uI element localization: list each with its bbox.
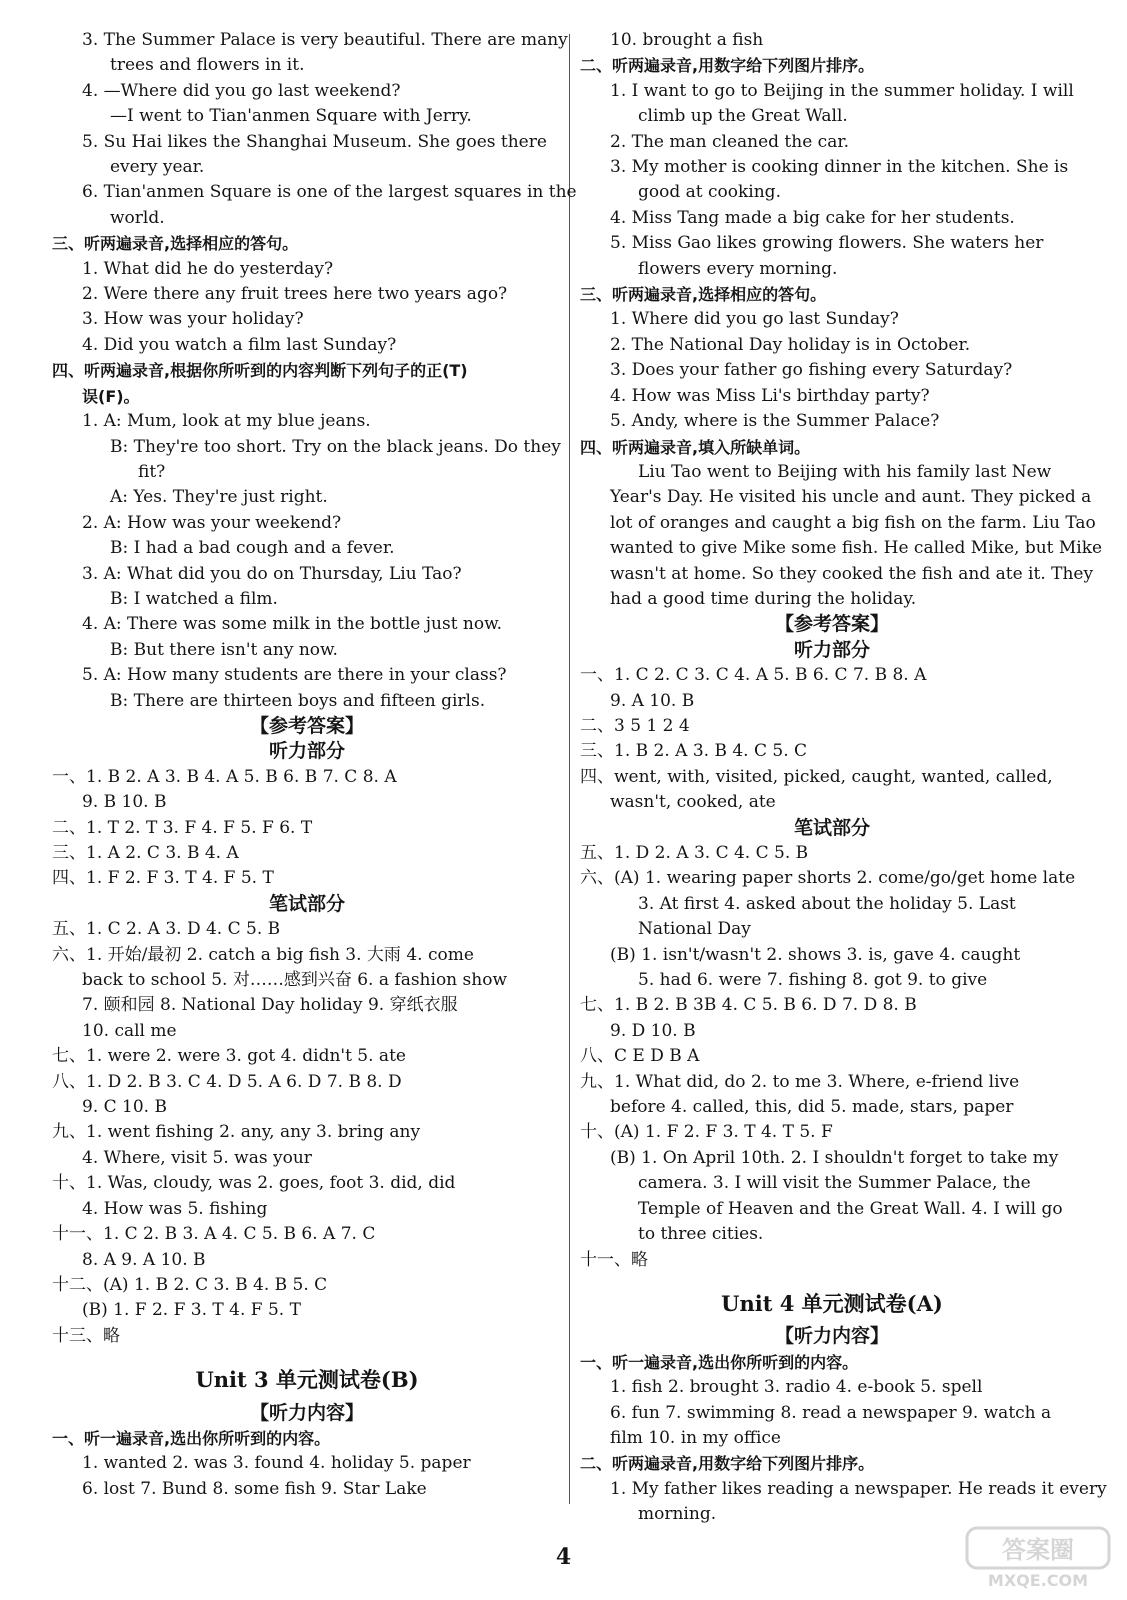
left-text-line: 1. wanted 2. was 3. found 4. holiday 5. paper — [82, 1453, 471, 1474]
right-text-line: to three cities. — [638, 1224, 764, 1245]
right-text-line: (B) 1. On April 10th. 2. I shouldn't forget to take my — [610, 1147, 1059, 1168]
right-text-line: wasn't, cooked, ate — [610, 792, 776, 813]
right-text-line: 八、C E D B A — [580, 1046, 700, 1067]
left-text-line: 4. —Where did you go last weekend? — [82, 80, 401, 101]
right-text-line: Temple of Heaven and the Great Wall. 4. I will go — [638, 1198, 1063, 1219]
right-text-line: 二、听两遍录音,用数字给下列图片排序。 — [580, 56, 875, 76]
left-column — [52, 28, 577, 1502]
right-text-line: 1. Where did you go last Sunday? — [610, 309, 899, 330]
left-text-line: 五、1. C 2. A 3. D 4. C 5. B — [52, 919, 281, 940]
left-text-line: back to school 5. 对……感到兴奋 6. a fashion show — [82, 970, 507, 991]
left-text-line: B: They're too short. Try on the black jeans. Do they — [110, 436, 561, 457]
right-text-line: 5. had 6. were 7. fishing 8. got 9. to give — [638, 970, 988, 991]
left-text-line: 一、听一遍录音,选出你所听到的内容。 — [52, 1428, 331, 1448]
left-text-line: world. — [110, 207, 165, 228]
left-text-line: 2. Were there any fruit trees here two years ago? — [82, 284, 508, 305]
right-text-line: 1. fish 2. brought 3. radio 4. e-book 5. spell — [610, 1377, 983, 1398]
right-text-line: 10. brought a fish — [610, 30, 764, 50]
right-text-line: before 4. called, this, did 5. made, stars, paper — [610, 1097, 1014, 1118]
left-text-line: 5. Su Hai likes the Shanghai Museum. She goes there — [82, 131, 547, 152]
right-column — [580, 28, 1107, 1528]
left-text-line: 2. A: How was your weekend? — [82, 512, 342, 533]
right-text-line: Liu Tao went to Beijing with his family last New — [638, 461, 1052, 482]
right-text-line: 3. Does your father go fishing every Saturday? — [610, 360, 1013, 381]
right-text-line: 听力部分 — [793, 638, 870, 661]
left-text-line: 十、1. Was, cloudy, was 2. goes, foot 3. did, did — [52, 1173, 456, 1194]
left-text-line: (B) 1. F 2. F 3. T 4. F 5. T — [82, 1300, 301, 1321]
right-text-line: 5. Andy, where is the Summer Palace? — [610, 411, 940, 432]
left-text-line: 5. A: How many students are there in your class? — [82, 665, 507, 686]
left-text-line: B: There are thirteen boys and fifteen girls. — [110, 690, 486, 711]
left-text-line: B: But there isn't any now. — [110, 639, 338, 660]
right-text-line: 2. The National Day holiday is in October. — [610, 334, 971, 355]
left-text-line: 3. A: What did you do on Thursday, Liu Tao? — [82, 563, 462, 584]
right-text-line: 十一、略 — [580, 1249, 648, 1270]
left-text-line: 4. Where, visit 5. was your — [82, 1147, 312, 1168]
left-text-line: 10. call me — [82, 1020, 177, 1041]
left-text-line: 1. A: Mum, look at my blue jeans. — [82, 411, 371, 432]
left-text-line: 笔试部分 — [268, 892, 345, 915]
left-text-line: 4. A: There was some milk in the bottle just now. — [82, 614, 503, 635]
left-text-line: 【听力内容】 — [249, 1401, 364, 1424]
left-text-line: 1. What did he do yesterday? — [82, 258, 334, 279]
left-text-line: 3. The Summer Palace is very beautiful. There are many — [82, 30, 568, 50]
left-text-line: 四、听两遍录音,根据你所听到的内容判断下列句子的正(T) — [52, 361, 468, 381]
right-text-line: good at cooking. — [638, 182, 781, 203]
left-text-line: 一、1. B 2. A 3. B 4. A 5. B 6. B 7. C 8. A — [52, 766, 397, 787]
left-text-line: fit? — [138, 461, 166, 482]
right-text-line: 四、听两遍录音,填入所缺单词。 — [580, 437, 811, 457]
watermark-logo — [963, 1524, 1113, 1592]
right-text-line: Year's Day. He visited his uncle and aunt. They picked a — [610, 487, 1092, 508]
left-text-line: 十一、1. C 2. B 3. A 4. C 5. B 6. A 7. C — [52, 1224, 376, 1245]
right-text-line: 5. Miss Gao likes growing flowers. She waters her — [610, 233, 1044, 254]
right-text-line: 二、听两遍录音,用数字给下列图片排序。 — [580, 1454, 875, 1474]
left-text-line: 十三、略 — [52, 1325, 120, 1346]
right-text-line: lot of oranges and caught a big fish on the farm. Liu Tao — [610, 512, 1096, 533]
right-text-line: 9. D 10. B — [610, 1020, 696, 1041]
right-text-line: Unit 4 单元测试卷(A) — [721, 1290, 943, 1316]
right-text-line: 一、听一遍录音,选出你所听到的内容。 — [580, 1352, 859, 1372]
left-text-line: 六、1. 开始/最初 2. catch a big fish 3. 大雨 4. come — [52, 944, 474, 965]
left-text-line: B: I watched a film. — [110, 588, 278, 609]
right-text-line: 一、1. C 2. C 3. C 4. A 5. B 6. C 7. B 8. A — [580, 665, 927, 686]
right-text-line: climb up the Great Wall. — [638, 106, 848, 127]
right-text-line: camera. 3. I will visit the Summer Palace, the — [638, 1173, 1031, 1194]
right-text-line: 1. I want to go to Beijing in the summer holiday. I will — [610, 80, 1074, 101]
right-text-line: 四、went, with, visited, picked, caught, wanted, called, — [580, 766, 1053, 787]
right-text-line: 3. At first 4. asked about the holiday 5. Last — [638, 893, 1016, 914]
right-text-line: 笔试部分 — [793, 816, 870, 839]
left-text-line: trees and flowers in it. — [110, 55, 305, 76]
column-divider — [569, 34, 570, 1504]
right-text-line: 九、1. What did, do 2. to me 3. Where, e-friend live — [580, 1071, 1020, 1092]
left-text-line: —I went to Tian'anmen Square with Jerry. — [110, 106, 472, 127]
left-text-line: 6. lost 7. Bund 8. some fish 9. Star Lake — [82, 1478, 427, 1499]
svg-text:答案圈: 答案圈 — [1002, 1536, 1074, 1564]
left-text-line: 4. How was 5. fishing — [82, 1198, 268, 1219]
right-text-line: 三、1. B 2. A 3. B 4. C 5. C — [580, 741, 808, 762]
left-text-line: 八、1. D 2. B 3. C 4. D 5. A 6. D 7. B 8. D — [52, 1071, 402, 1092]
left-text-line: 四、1. F 2. F 3. T 4. F 5. T — [52, 868, 274, 889]
left-text-line: 【参考答案】 — [249, 714, 364, 737]
right-text-line: 七、1. B 2. B 3B 4. C 5. B 6. D 7. D 8. B — [580, 995, 917, 1016]
right-text-line: 二、3 5 1 2 4 — [580, 715, 690, 736]
left-text-line: 听力部分 — [268, 740, 345, 763]
left-text-line: 三、听两遍录音,选择相应的答句。 — [52, 234, 299, 254]
right-text-line: 【参考答案】 — [774, 613, 889, 636]
right-text-line: wasn't at home. So they cooked the fish and ate it. They — [610, 563, 1094, 584]
right-text-line: 十、(A) 1. F 2. F 3. T 4. T 5. F — [580, 1122, 833, 1143]
right-text-line: film 10. in my office — [610, 1427, 781, 1448]
left-text-line: every year. — [110, 157, 205, 178]
left-text-line: 8. A 9. A 10. B — [82, 1249, 206, 1270]
right-text-line: 4. How was Miss Li's birthday party? — [610, 385, 930, 406]
right-text-line: 六、(A) 1. wearing paper shorts 2. come/go/get home late — [580, 868, 1076, 889]
left-text-line: 9. B 10. B — [82, 792, 167, 813]
right-text-line: 五、1. D 2. A 3. C 4. C 5. B — [580, 843, 809, 863]
right-text-line: had a good time during the holiday. — [610, 588, 917, 609]
left-text-line: 三、1. A 2. C 3. B 4. A — [52, 843, 239, 863]
right-text-line: 3. My mother is cooking dinner in the kitchen. She is — [610, 157, 1069, 178]
right-text-line: wanted to give Mike some fish. He called Mike, but Mike — [610, 538, 1103, 559]
left-text-line: B: I had a bad cough and a fever. — [110, 538, 395, 559]
right-text-line: 三、听两遍录音,选择相应的答句。 — [580, 285, 827, 305]
left-text-line: A: Yes. They're just right. — [110, 487, 328, 508]
svg-text:MXQE.COM: MXQE.COM — [987, 1571, 1089, 1590]
left-text-line: 4. Did you watch a film last Sunday? — [82, 334, 397, 355]
left-text-line: 7. 颐和园 8. National Day holiday 9. 穿纸衣服 — [82, 995, 458, 1016]
right-text-line: 9. A 10. B — [610, 690, 695, 711]
left-text-line: 七、1. were 2. were 3. got 4. didn't 5. ate — [52, 1046, 406, 1067]
page-number: 4 — [555, 1544, 572, 1570]
right-text-line: (B) 1. isn't/wasn't 2. shows 3. is, gave 4. caught — [610, 944, 1021, 965]
right-text-line: flowers every morning. — [638, 258, 838, 279]
left-text-line: 二、1. T 2. T 3. F 4. F 5. F 6. T — [52, 817, 313, 838]
right-text-line: 4. Miss Tang made a big cake for her students. — [610, 207, 1015, 228]
left-text-line: 十二、(A) 1. B 2. C 3. B 4. B 5. C — [52, 1274, 328, 1295]
left-text-line: 6. Tian'anmen Square is one of the largest squares in the — [82, 182, 577, 203]
right-text-line: morning. — [638, 1504, 717, 1525]
left-text-line: 误(F)。 — [82, 386, 140, 406]
right-text-line: 1. My father likes reading a newspaper. He reads it every — [610, 1478, 1107, 1499]
right-text-line: 6. fun 7. swimming 8. read a newspaper 9. watch a — [610, 1402, 1052, 1423]
left-text-line: 3. How was your holiday? — [82, 309, 304, 330]
left-text-line: 九、1. went fishing 2. any, any 3. bring any — [52, 1122, 421, 1143]
right-text-line: National Day — [638, 919, 751, 940]
right-text-line: 2. The man cleaned the car. — [610, 131, 849, 152]
left-text-line: 9. C 10. B — [82, 1097, 167, 1118]
right-text-line: 【听力内容】 — [774, 1325, 889, 1348]
left-text-line: Unit 3 单元测试卷(B) — [195, 1367, 419, 1393]
